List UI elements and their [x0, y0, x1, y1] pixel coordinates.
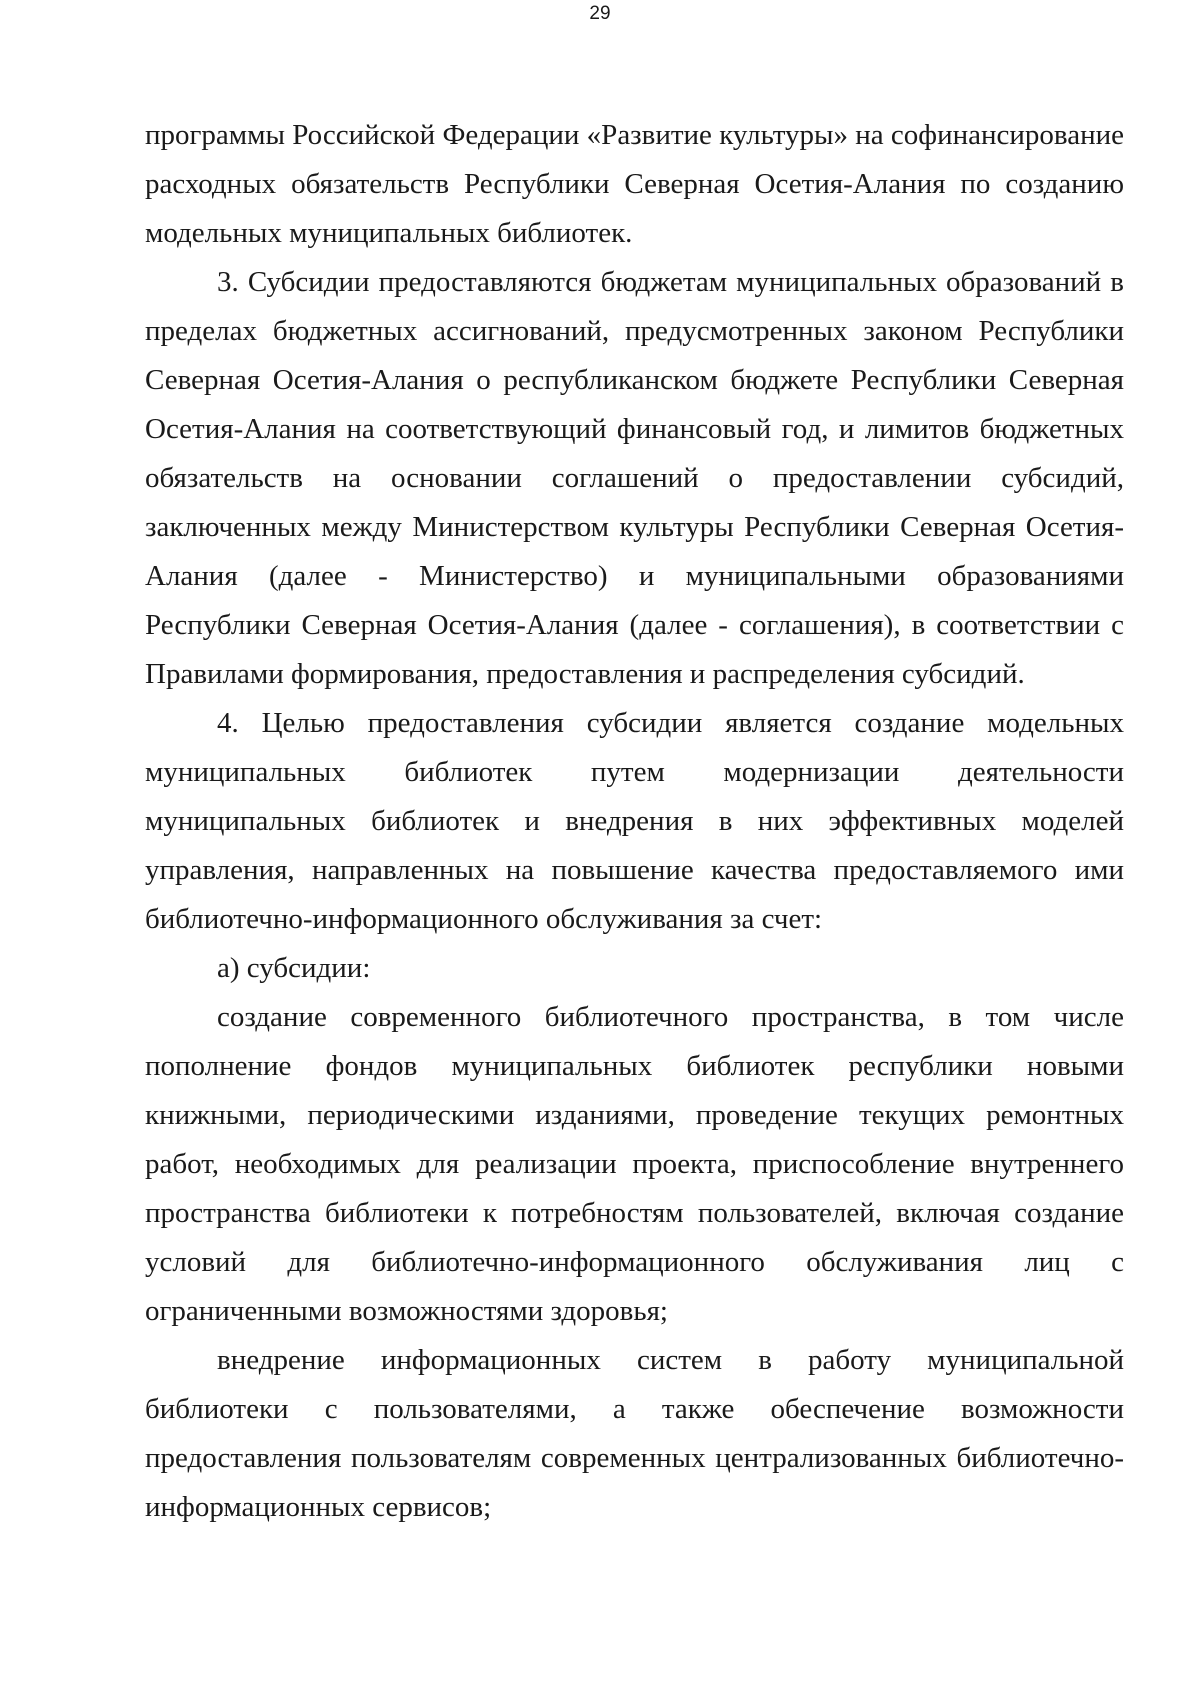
paragraph-item-4: 4. Целью предоставления субсидии является создание модельных муниципальных библиотек путем модернизации деятельности муниципальных библиотек и внедрения в них эффективных моделей управления, направленных на повышение качества предоставляемого ими библиотечно-информационного обслуживания за счет: — [145, 707, 1124, 935]
document-body — [145, 111, 1124, 1532]
page-number: 29 — [589, 3, 611, 24]
paragraph-information-systems: внедрение информационных систем в работу муниципальной библиотеки с пользователями, а также обеспечение возможности предоставления пользователям современных централизованных библиотечно-информационных сервисов; — [145, 1344, 1124, 1523]
paragraph-library-space: создание современного библиотечного пространства, в том числе пополнение фондов муниципальных библиотек республики новыми книжными, периодическими изданиями, проведение текущих ремонтных работ, необходимых для реализации проекта, приспособление внутреннего пространства библиотеки к потребностям пользователей, включая создание условий для библиотечно-информационного обслуживания лиц с ограниченными возможностями здоровья; — [145, 1001, 1124, 1327]
paragraph-subitem-a: а) субсидии: — [217, 952, 371, 984]
paragraph-program-continuation: программы Российской Федерации «Развитие культуры» на софинансирование расходных обязательств Республики Северная Осетия-Алания по созданию модельных муниципальных библиотек. — [145, 119, 1124, 249]
paragraph-item-3: 3. Субсидии предоставляются бюджетам муниципальных образований в пределах бюджетных ассигнований, предусмотренных законом Республики Северная Осетия-Алания о республиканском бюджете Республики Северная Осетия-Алания на соответствующий финансовый год, и лимитов бюджетных обязательств на основании соглашений о предоставлении субсидий, заключенных между Министерством культуры Республики Северная Осетия-Алания (далее - Министерство) и муниципальными образованиями Республики Северная Осетия-Алания (далее - соглашения), в соответствии с Правилами формирования, предоставления и распределения субсидий. — [145, 266, 1124, 690]
